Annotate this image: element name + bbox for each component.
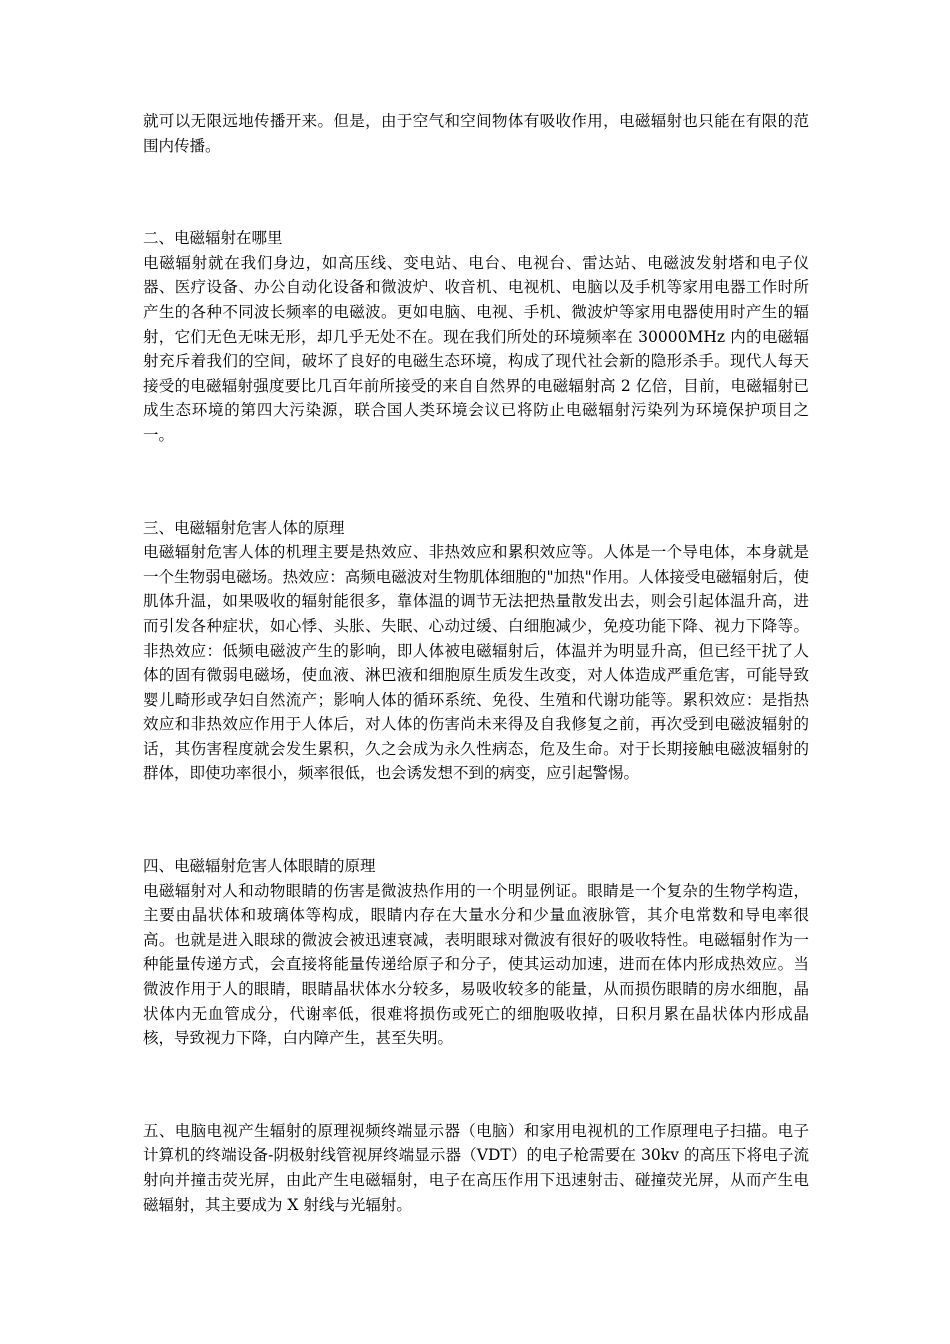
section-body: 电磁辐射就在我们身边，如高压线、变电站、电台、电视台、雷达站、电磁波发射塔和电子仪器、医疗设备、办公自动化设备和微波炉、收音机、电视机、电脑以及手机等家用电器工作时所产生的各种不同波长频率的电磁波。更如电脑、电视、手机、微波炉等家用电器使用时产生的辐射，它们无色无味无形，却几乎无处不在。现在我们所处的环境频率在 30000MHz 内的电磁辐射充斥着我们的空间，破坏了良好的电磁生态环境，构成了现代社会新的隐形杀手。现代人每天接受的电磁辐射强度要比几百年前所接受的来自自然界的电磁辐射高 2 亿倍，目前，电磁辐射已成生态环境的第四大污染源，联合国人类环境会议已将防止电磁辐射污染列为环境保护项目之一。 — [143, 253, 809, 444]
section-body: 电磁辐射对人和动物眼睛的伤害是微波热作用的一个明显例证。眼睛是一个复杂的生物学构造，主要由晶状体和玻璃体等构成，眼睛内存在大量水分和少量血液脉管，其介电常数和导电率很高。也就是进入眼球的微波会被迅速衰减，表明眼球对微波有很好的吸收特性。电磁辐射作为一种能量传递方式，会直接将能量传递给原子和分子，使其运动加速，进而在体内形成热效应。当微波作用于人的眼睛，眼睛晶状体水分较多，易吸收较多的能量，从而损伤眼睛的房水细胞，晶状体内无血管成分，代谢率低，很难将损伤或死亡的细胞吸收掉，日积月累在晶状体内形成晶核，导致视力下降，白内障产生，甚至失明。 — [143, 881, 809, 1048]
section-heading: 二、电磁辐射在哪里 — [143, 229, 283, 248]
section-where-radiation — [143, 226, 809, 447]
section-eye-harm — [143, 854, 809, 1051]
section-spacer — [143, 448, 809, 516]
section-heading: 四、电磁辐射危害人体眼睛的原理 — [143, 857, 376, 876]
section-harm-principle — [143, 516, 809, 787]
section-heading: 三、电磁辐射危害人体的原理 — [143, 518, 345, 537]
section-spacer — [143, 1051, 809, 1119]
section-body: 五、电脑电视产生辐射的原理视频终端显示器（电脑）和家用电视机的工作原理电子扫描。电子计算机的终端设备-阴极射线管视屏终端显示器（VDT）的电子枪需要在 30kv 的高压下将电子流射向并撞击荧光屏，由此产生电磁辐射，电子在高压作用下迅速射击、碰撞荧光屏，从而产生电磁辐射，其主要成为 X 射线与光辐射。 — [143, 1121, 809, 1214]
intro-paragraph: 就可以无限远地传播开来。但是，由于空气和空间物体有吸收作用，电磁辐射也只能在有限的范围内传播。 — [143, 112, 809, 155]
section-computer-tv — [143, 1119, 809, 1217]
section-body: 电磁辐射危害人体的机理主要是热效应、非热效应和累积效应等。人体是一个导电体，本身就是一个生物弱电磁场。热效应：高频电磁波对生物肌体细胞的"加热"作用。人体接受电磁辐射后，使肌体升温，如果吸收的辐射能很多，靠体温的调节无法把热量散发出去，则会引起体温升高，进而引发各种症状，如心悸、头胀、失眠、心动过缓、白细胞减少，免疫功能下降、视力下降等。非热效应：低频电磁波产生的影响，即人体被电磁辐射后，体温并为明显升高，但已经干扰了人体的固有微弱电磁场，使血液、淋巴液和细胞原生质发生改变，对人体造成严重危害，可能导致婴儿畸形或孕妇自然流产；影响人体的循环系统、免役、生殖和代谢功能等。累积效应：是指热效应和非热效应作用于人体后，对人体的伤害尚未来得及自我修复之前，再次受到电磁波辐射的话，其伤害程度就会发生累积，久之会成为永久性病态，危及生命。对于长期接触电磁波辐射的群体，即使功率很小，频率很低，也会诱发想不到的病变，应引起警惕。 — [143, 543, 809, 783]
section-spacer — [143, 158, 809, 226]
section-spacer — [143, 786, 809, 854]
document-body — [143, 109, 809, 1217]
